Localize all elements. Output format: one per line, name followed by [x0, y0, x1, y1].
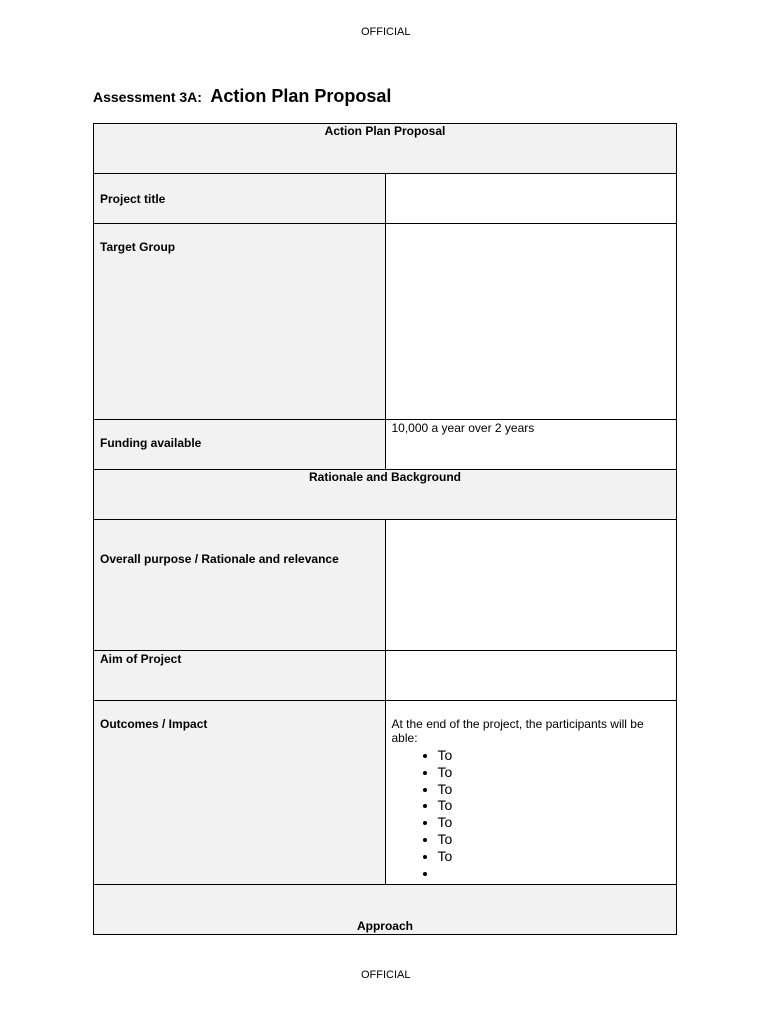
approach-header-row [94, 885, 677, 935]
funding-label: Funding available [94, 420, 386, 470]
list-item: • To [438, 831, 671, 848]
rationale-header-row [94, 470, 677, 520]
outcomes-intro: At the end of the project, the participants will be able: [391, 717, 644, 745]
title-main: Action Plan Proposal [210, 86, 392, 106]
list-item: • To [438, 814, 671, 831]
purpose-field[interactable] [385, 520, 677, 651]
outcomes-field[interactable] [385, 701, 677, 885]
project-title-field[interactable] [385, 174, 677, 224]
funding-value[interactable]: 10,000 a year over 2 years [385, 420, 677, 470]
list-item: • To [438, 764, 671, 781]
list-item: • To [438, 747, 671, 764]
outcomes-list [392, 747, 671, 881]
header-classification-marking: OFFICIAL [361, 26, 411, 38]
target-group-label: Target Group [94, 224, 386, 420]
project-title-label: Project title [94, 174, 386, 224]
document-title [93, 86, 391, 107]
target-group-field[interactable] [385, 224, 677, 420]
form-header-row [94, 124, 677, 174]
section-header-action-plan: Action Plan Proposal [94, 124, 677, 174]
aim-field[interactable] [385, 651, 677, 701]
purpose-label: Overall purpose / Rationale and relevance [94, 520, 386, 651]
list-item [438, 865, 671, 882]
outcomes-label: Outcomes / Impact [94, 701, 386, 885]
project-title-row [94, 174, 677, 224]
target-group-row [94, 224, 677, 420]
aim-row [94, 651, 677, 701]
action-plan-form-table [93, 123, 677, 935]
aim-label: Aim of Project [94, 651, 386, 701]
funding-row [94, 420, 677, 470]
list-item: • To [438, 797, 671, 814]
outcomes-row [94, 701, 677, 885]
list-item: • To [438, 848, 671, 865]
section-header-approach: Approach [94, 885, 677, 935]
purpose-row [94, 520, 677, 651]
list-item: • To [438, 781, 671, 798]
title-prefix: Assessment 3A: [93, 89, 202, 105]
section-header-rationale: Rationale and Background [94, 470, 677, 520]
footer-classification-marking: OFFICIAL [361, 969, 411, 981]
